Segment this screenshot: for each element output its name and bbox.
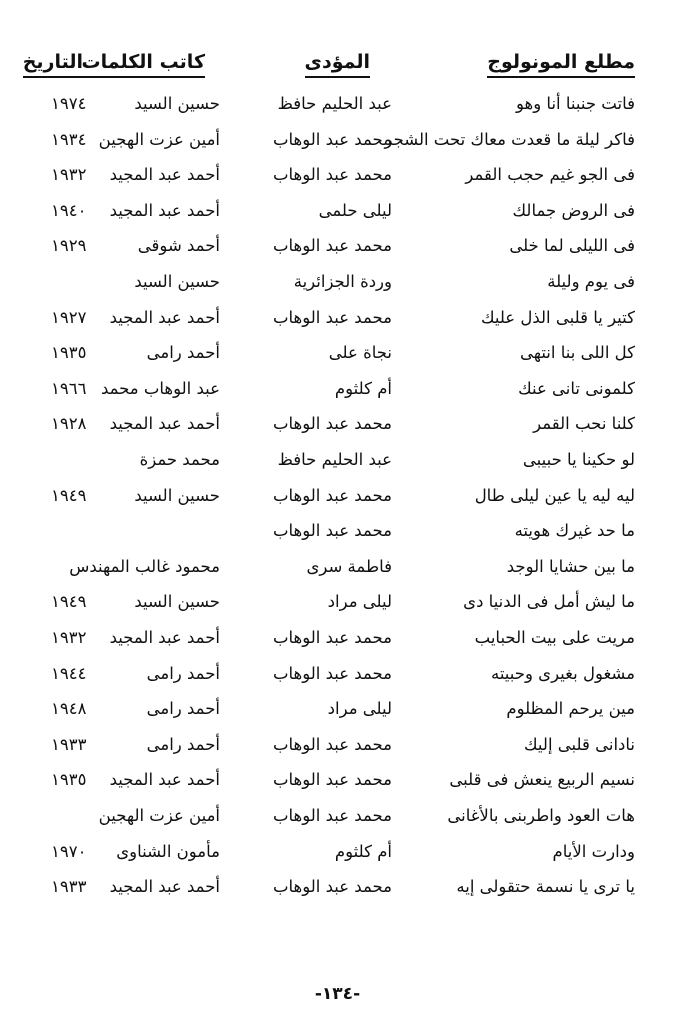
song-cell: فى يوم وليلة (547, 272, 635, 291)
singer-cell: محمد عبد الوهاب (272, 734, 392, 754)
song-cell: فاكر ليلة ما قعدت معاك تحت الشجر (384, 129, 635, 149)
year-cell: ١٩٢٨ (51, 414, 87, 434)
header-writer: كاتب الكلمات (82, 48, 205, 78)
song-cell: فى الليلى لما خلى (509, 236, 635, 256)
year-cell: ١٩٤٩ (51, 592, 87, 612)
singer-cell: محمد عبد الوهاب (272, 521, 392, 541)
table-row (0, 444, 675, 476)
song-cell: ما ليش أمل فى الدنيا دى (463, 592, 635, 612)
table-row (0, 764, 675, 796)
song-cell: مشغول بغيرى وحبيته (490, 663, 635, 683)
page-number: -١٣٤- (314, 984, 361, 1004)
writer-cell: أمين عزت الهجين (98, 129, 220, 149)
song-cell: فاتت جنبنا أنا وهو (515, 94, 635, 113)
singer-cell: وردة الجزائرية (293, 272, 392, 291)
writer-cell: أحمد عبد المجيد (109, 200, 220, 220)
table-row (0, 266, 675, 298)
year-cell: ١٩٣٣ (51, 877, 87, 897)
table-row (0, 408, 675, 440)
writer-cell: أحمد عبد المجيد (109, 628, 220, 647)
singer-cell: محمد عبد الوهاب (272, 770, 392, 790)
singer-cell: محمد عبد الوهاب (272, 414, 392, 434)
writer-cell: حسين السيد (134, 592, 220, 612)
writer-cell: محمود غالب المهندس (69, 556, 220, 576)
writer-cell: عبد الوهاب محمد (100, 378, 220, 398)
table-row (0, 693, 675, 725)
writer-cell: حسين السيد (134, 485, 220, 505)
song-cell: نسيم الربيع ينعش فى قلبى (449, 770, 635, 790)
writer-cell: أمين عزت الهجين (98, 806, 220, 825)
writer-cell: مأمون الشناوى (116, 841, 220, 861)
table-row (0, 230, 675, 262)
singer-cell: محمد عبد الوهاب (272, 485, 392, 505)
table-row (0, 515, 675, 547)
table-row (0, 124, 675, 156)
year-cell: ١٩٣٢ (51, 165, 87, 185)
singer-cell: محمد عبد الوهاب (272, 129, 392, 149)
writer-cell: أحمد عبد المجيد (109, 414, 220, 434)
year-cell: ١٩٣٤ (51, 129, 87, 149)
song-cell: مريت على بيت الحبايب (474, 628, 635, 647)
table-row (0, 480, 675, 512)
singer-cell: ليلى مراد (327, 592, 392, 612)
singer-cell: نجاة على (328, 343, 392, 363)
singer-cell: محمد عبد الوهاب (272, 663, 392, 683)
year-cell: ١٩٢٩ (51, 236, 87, 256)
singer-cell: ليلى حلمى (318, 200, 392, 220)
writer-cell: أحمد رامى (146, 699, 220, 719)
year-cell: ١٩٣٢ (51, 628, 87, 647)
song-cell: مين يرحم المظلوم (506, 699, 635, 719)
table-row (0, 195, 675, 227)
song-cell: فى الجو غيم حجب القمر (465, 165, 635, 185)
singer-cell: ليلى مراد (327, 699, 392, 719)
singer-cell: محمد عبد الوهاب (272, 236, 392, 256)
table-row (0, 159, 675, 191)
writer-cell: حسين السيد (134, 94, 220, 113)
singer-cell: عبد الحليم حافظ (277, 450, 392, 469)
song-cell: كلنا نحب القمر (533, 414, 635, 434)
writer-cell: أحمد رامى (146, 734, 220, 754)
year-cell: ١٩٢٧ (51, 307, 87, 327)
song-cell: يا ترى يا نسمة حتقولى إيه (456, 877, 635, 897)
table-row (0, 658, 675, 690)
table-row (0, 337, 675, 369)
singer-cell: محمد عبد الوهاب (272, 165, 392, 185)
singer-cell: محمد عبد الوهاب (272, 806, 392, 825)
writer-cell: أحمد عبد المجيد (109, 770, 220, 790)
year-cell: ١٩٣٥ (51, 343, 87, 363)
year-cell: ١٩٤٩ (51, 485, 87, 505)
song-cell: هات العود واطربنى بالأغانى (447, 806, 635, 825)
singer-cell: أم كلثوم (334, 378, 392, 398)
song-cell: لو حكينا يا حبيبى (522, 450, 635, 469)
song-cell: كل اللى بنا انتهى (519, 343, 635, 363)
writer-cell: أحمد عبد المجيد (109, 307, 220, 327)
year-cell: ١٩٧٠ (51, 841, 87, 861)
year-cell: ١٩٣٣ (51, 734, 87, 754)
singer-cell: أم كلثوم (334, 841, 392, 861)
writer-cell: أحمد شوقى (137, 236, 220, 256)
song-cell: كتير يا قلبى الذل عليك (480, 307, 635, 327)
table-row (0, 88, 675, 120)
table-row (0, 871, 675, 903)
song-cell: نادانى قلبى إليك (524, 734, 635, 754)
table-row (0, 800, 675, 832)
writer-cell: حسين السيد (134, 272, 220, 291)
header-date: التاريخ (23, 48, 83, 78)
table-header (0, 48, 675, 84)
writer-cell: أحمد عبد المجيد (109, 877, 220, 897)
header-singer: المؤدى (305, 48, 370, 78)
song-cell: ما حد غيرك هويته (514, 521, 635, 541)
song-cell: ودارت الأيام (552, 841, 635, 861)
table-row (0, 373, 675, 405)
song-cell: ما بين حشايا الوجد (506, 556, 635, 576)
year-cell: ١٩٤٨ (51, 699, 87, 719)
year-cell: ١٩٤٠ (51, 200, 87, 220)
table-row (0, 586, 675, 618)
singer-cell: محمد عبد الوهاب (272, 877, 392, 897)
header-song: مطلع المونولوج (487, 48, 635, 78)
table-row (0, 302, 675, 334)
song-cell: كلمونى تانى عنك (518, 378, 635, 398)
singer-cell: محمد عبد الوهاب (272, 628, 392, 647)
year-cell: ١٩٦٦ (51, 378, 87, 398)
table-row (0, 551, 675, 583)
singer-cell: فاطمة سرى (306, 556, 392, 576)
singer-cell: محمد عبد الوهاب (272, 307, 392, 327)
table-row (0, 836, 675, 868)
year-cell: ١٩٧٤ (51, 94, 87, 113)
writer-cell: أحمد عبد المجيد (109, 165, 220, 185)
year-cell: ١٩٣٥ (51, 770, 87, 790)
year-cell: ١٩٤٤ (51, 663, 87, 683)
table-row (0, 622, 675, 654)
writer-cell: أحمد رامى (146, 663, 220, 683)
song-cell: ليه ليه يا عين ليلى طال (474, 485, 635, 505)
writer-cell: محمد حمزة (139, 450, 220, 469)
song-cell: فى الروض جمالك (512, 200, 635, 220)
writer-cell: أحمد رامى (146, 343, 220, 363)
table-row (0, 729, 675, 761)
singer-cell: عبد الحليم حافظ (277, 94, 392, 113)
